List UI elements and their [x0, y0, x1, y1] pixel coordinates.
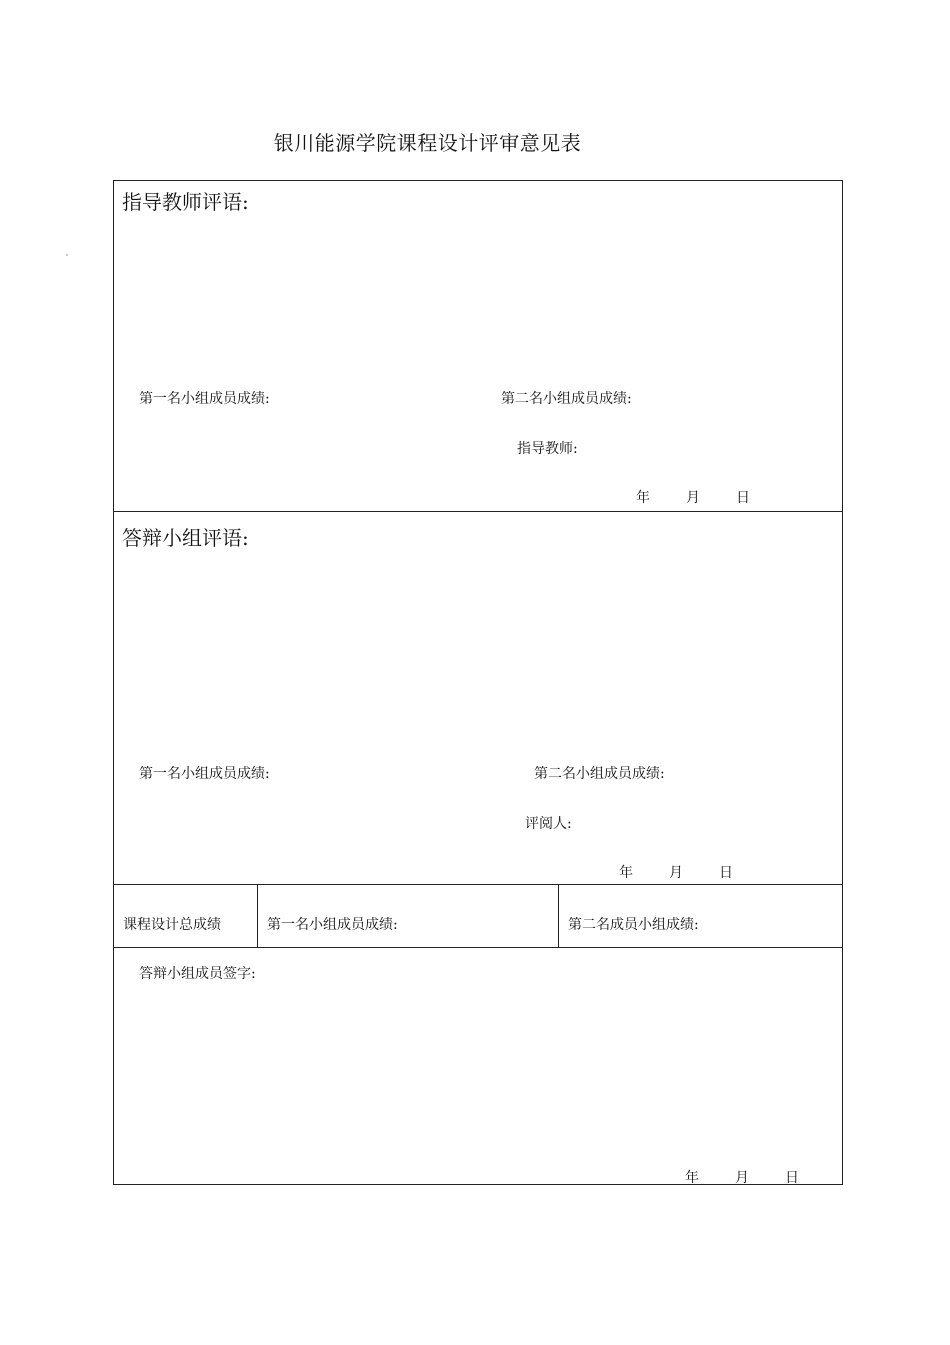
advisor-first-member-score-label: 第一名小组成员成绩:	[139, 391, 270, 407]
defense-signer-label: 评阅人:	[525, 816, 572, 832]
date-day: 日	[785, 1170, 799, 1186]
defense-comments-section	[114, 512, 842, 885]
page-title: 银川能源学院课程设计评审意见表	[273, 131, 582, 155]
signature-date-row	[685, 1167, 799, 1187]
total-first-member-score-label: 第一名小组成员成绩:	[267, 917, 398, 933]
defense-second-member-score-label: 第二名小组成员成绩:	[534, 766, 665, 782]
date-month: 月	[669, 865, 683, 881]
advisor-signer-label: 指导教师:	[517, 441, 578, 457]
advisor-comments-section	[114, 181, 842, 512]
defense-date-row	[619, 862, 733, 882]
date-month: 月	[686, 490, 700, 506]
signature-section	[114, 948, 842, 1184]
date-day: 日	[719, 865, 733, 881]
date-month: 月	[735, 1170, 749, 1186]
total-score-row	[114, 885, 842, 948]
review-form-table	[113, 180, 843, 1185]
advisor-comments-heading: 指导教师评语:	[122, 190, 249, 214]
total-score-label: 课程设计总成绩	[123, 917, 221, 933]
stray-mark	[66, 254, 68, 256]
total-score-label-cell	[114, 885, 258, 947]
advisor-date-row	[636, 487, 750, 507]
defense-members-signature-label: 答辩小组成员签字:	[139, 966, 256, 982]
defense-first-member-score-label: 第一名小组成员成绩:	[139, 766, 270, 782]
date-year: 年	[619, 865, 633, 881]
defense-comments-heading: 答辩小组评语:	[122, 526, 249, 550]
total-second-member-score-label: 第二名成员小组成绩:	[568, 917, 699, 933]
date-day: 日	[736, 490, 750, 506]
total-second-member-cell	[559, 885, 844, 947]
date-year: 年	[636, 490, 650, 506]
advisor-second-member-score-label: 第二名小组成员成绩:	[501, 391, 632, 407]
total-first-member-cell	[258, 885, 559, 947]
date-year: 年	[685, 1170, 699, 1186]
